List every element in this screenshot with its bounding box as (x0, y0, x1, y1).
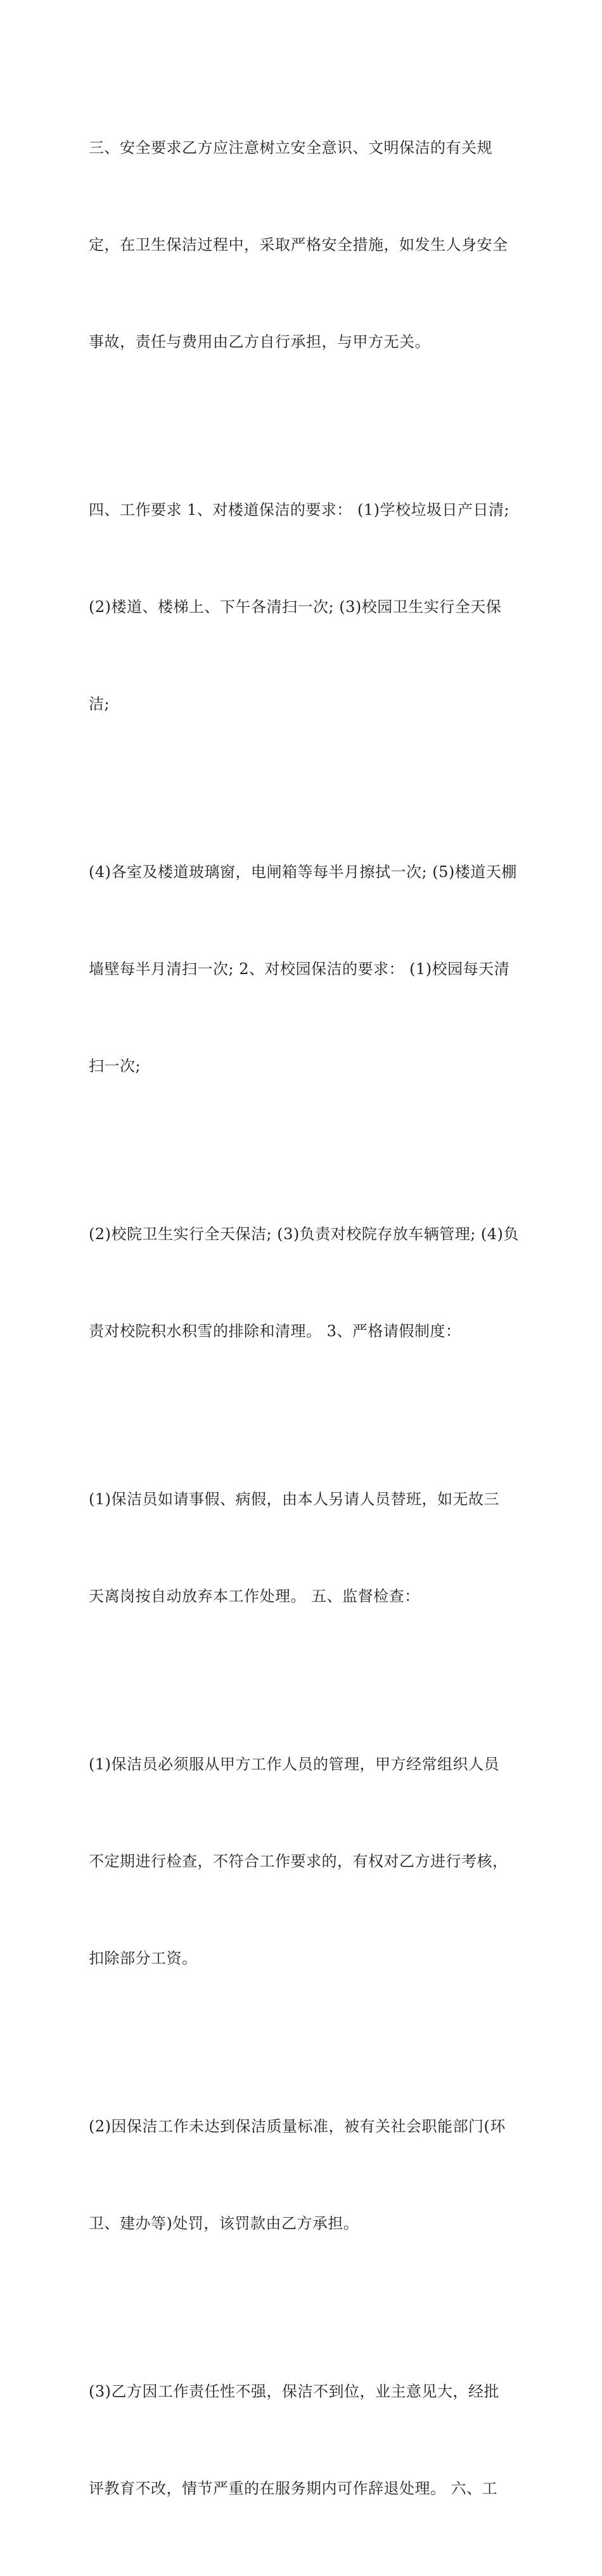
document-body (89, 67, 520, 2576)
text-line: 扫一次; (89, 1057, 141, 1075)
text-line: 责对校院积水积雪的排除和清理。 3、严格请假制度： (89, 1322, 461, 1340)
text-line: 墙壁每半月清扫一次; 2、对校园保洁的要求： (1)校园每天清 (89, 960, 510, 978)
text-line: 定，在卫生保洁过程中，采取严格安全措施，如发生人身安全 (89, 236, 508, 254)
text-line: (1)保洁员如请事假、病假，由本人另请人员替班，如无故三 (89, 1490, 499, 1508)
paragraph-leave-policy (89, 1419, 520, 1677)
paragraph-windows-walls (89, 791, 520, 1147)
text-line: (3)乙方因工作责任性不强，保洁不到位，业主意见大，经批 (89, 2383, 499, 2400)
text-line: (2)因保洁工作未达到保洁质量标准，被有关社会职能部门(环 (89, 2117, 506, 2135)
text-line: 不定期进行检查，不符合工作要求的，有权对乙方进行考核， (89, 1852, 508, 1870)
paragraph-work-requirements (89, 429, 520, 785)
text-line: 卫、建办等)处罚，该罚款由乙方承担。 (89, 2215, 359, 2232)
text-line: 三、安全要求乙方应注意树立安全意识、文明保洁的有关规 (89, 139, 492, 157)
text-line: 评教育不改，情节严重的在服务期内可作辞退处理。 六、工 (89, 2480, 498, 2497)
text-line: (1)保洁员必须服从甲方工作人员的管理，甲方经常组织人员 (89, 1755, 499, 1773)
text-line: 天离岗按自动放弃本工作处理。 五、监督检查： (89, 1587, 420, 1605)
text-line: 扣除部分工资。 (89, 1949, 198, 1967)
text-line: 四、工作要求 1、对楼道保洁的要求： (1)学校垃圾日产日清; (89, 501, 510, 519)
text-line: 洁; (89, 695, 110, 713)
paragraph-supervision-3 (89, 2311, 520, 2570)
paragraph-supervision-2 (89, 2046, 520, 2305)
paragraph-supervision-1 (89, 1684, 520, 2039)
text-line: (4)各室及楼道玻璃窗，电闸箱等每半月擦拭一次; (5)楼道天棚 (89, 863, 517, 881)
paragraph-campus-cleaning (89, 1154, 520, 1412)
text-line: (2)校院卫生实行全天保洁; (3)负责对校院存放车辆管理; (4)负 (89, 1225, 519, 1243)
text-line: (2)楼道、楼梯上、下午各清扫一次; (3)校园卫生实行全天保 (89, 598, 502, 616)
paragraph-safety-requirements (89, 67, 520, 423)
text-line: 事故，责任与费用由乙方自行承担，与甲方无关。 (89, 333, 430, 351)
